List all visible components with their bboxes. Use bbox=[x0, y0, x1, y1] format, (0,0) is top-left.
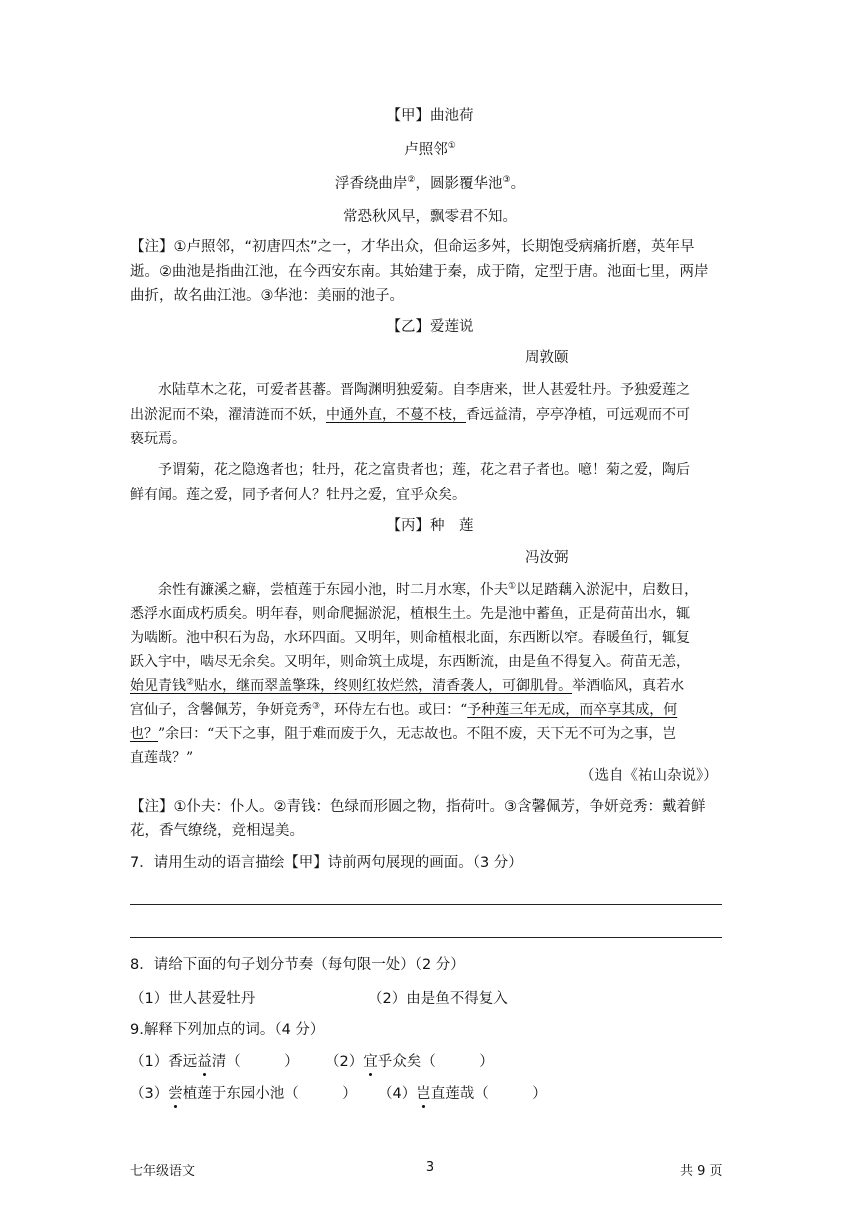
note-marker: ① bbox=[508, 581, 517, 592]
question-8-item-1: （1）世人甚爱牡丹 bbox=[130, 991, 256, 1007]
text: （2） bbox=[325, 1054, 364, 1070]
part-c-line-5 bbox=[130, 676, 684, 696]
part-a-title: 【甲】曲池荷 bbox=[386, 108, 474, 124]
part-b-p2-line-1: 予谓菊，花之隐逸者也；牡丹，花之富贵者也；莲，花之君子者也。噫！菊之爱，陶后 bbox=[158, 462, 690, 478]
underlined-sentence bbox=[130, 678, 572, 694]
part-c-source: （选自《祐山杂说》） bbox=[580, 768, 718, 784]
text: 余性有濂溪之癖，尝植莲于东园小池，时二月水寒，仆夫 bbox=[158, 582, 508, 598]
question-9-item-1 bbox=[130, 1052, 299, 1072]
text: 直莲哉（ ） bbox=[430, 1086, 547, 1102]
part-c-line-3: 为啮断。池中积石为岛，水环四面。又明年，则命植根北面，东西断以窄。春暖鱼行，辄复 bbox=[130, 630, 690, 646]
part-a-poem-line-1 bbox=[0, 174, 860, 194]
part-b-p1-line-3: 亵玩焉。 bbox=[130, 431, 186, 447]
footer-page-number: 3 bbox=[425, 1160, 435, 1175]
text: （3） bbox=[130, 1086, 169, 1102]
part-a-note-line-3: 曲折，故名曲江池。③华池：美丽的池子。 bbox=[130, 288, 404, 304]
note-marker: ③ bbox=[312, 701, 321, 712]
dotted-word: 尝 bbox=[168, 1086, 183, 1102]
note-marker: ② bbox=[186, 677, 195, 688]
footer-total-pages: 共 9 页 bbox=[680, 1164, 723, 1179]
part-b-author: 周敦颐 bbox=[525, 350, 569, 366]
question-9: 9.解释下列加点的词。（4 分） bbox=[130, 1022, 325, 1038]
text: 香远益清，亭亭净植，可远观而不可 bbox=[466, 407, 690, 423]
question-9-item-3 bbox=[130, 1084, 357, 1104]
part-c-author: 冯汝弼 bbox=[525, 550, 569, 566]
poem-text: 。 bbox=[510, 176, 526, 192]
part-a-author-note: ① bbox=[447, 141, 456, 152]
question-9-item-4 bbox=[378, 1084, 547, 1104]
part-c-line-2: 悉浮水面成朽质矣。明年春，则命爬掘淤泥，植根生土。先是池中蓄鱼，正是荷苗出水，辄 bbox=[130, 606, 690, 622]
poem-note-marker: ③ bbox=[502, 175, 511, 186]
text: 出淤泥而不染，濯清涟而不妖， bbox=[130, 407, 326, 423]
part-c-line-8: 直莲哉？” bbox=[130, 750, 194, 766]
underlined-sentence: 予种莲三年无成，而卒享其成，何 bbox=[467, 702, 678, 718]
poem-note-marker: ② bbox=[407, 175, 416, 186]
question-7: 7．请用生动的语言描绘【甲】诗前两句展现的画面。（3 分） bbox=[130, 855, 523, 871]
dotted-word: 岂 bbox=[416, 1086, 431, 1102]
part-a-author-name: 卢照邻 bbox=[404, 142, 448, 158]
question-8-item-2: （2）由是鱼不得复入 bbox=[368, 991, 508, 1007]
part-c-line-6 bbox=[130, 700, 677, 720]
text: 举酒临风，真若水 bbox=[572, 678, 685, 694]
underlined-sentence: 中通外直，不蔓不枝， bbox=[326, 407, 466, 423]
answer-line-2[interactable] bbox=[130, 937, 722, 938]
text: 以足踏藕入淤泥中，启数日， bbox=[516, 582, 699, 598]
text: ”余曰：“天下之事，阻于难而废于久，无志故也。不阻不废，天下无不可为之事，岂 bbox=[158, 726, 677, 742]
footer-subject: 七年级语文 bbox=[130, 1164, 196, 1179]
text: 始见青钱 bbox=[130, 678, 186, 694]
part-a-author bbox=[0, 140, 860, 160]
text: 贴水，继而翠盖擎珠，终则红妆烂然，清香袭人，可御肌骨。 bbox=[194, 678, 573, 694]
poem-text: 浮香绕曲岸 bbox=[334, 176, 408, 192]
text: ，环侍左右也。或曰：“ bbox=[320, 702, 468, 718]
part-c-note-line-1: 【注】①仆夫：仆人。②青钱：色绿而形圆之物，指荷叶。③含馨佩芳，争妍竞秀：戴着鲜 bbox=[130, 799, 706, 815]
poem-text: ，圆影覆华池 bbox=[415, 176, 503, 192]
text: （4） bbox=[378, 1086, 417, 1102]
part-a-note-line-1: 【注】①卢照邻，“初唐四杰”之一，才华出众，但命运多舛，长期饱受病痛折磨，英年早 bbox=[130, 239, 695, 255]
part-b-p1-line-1: 水陆草木之花，可爱者甚蕃。晋陶渊明独爱菊。自李唐来，世人甚爱牡丹。予独爱莲之 bbox=[158, 382, 690, 398]
part-c-line-4: 跃入宇中，啮尽无余矣。又明年，则命筑土成堤，东西断流，由是鱼不得复入。荷苗无恙， bbox=[130, 654, 690, 670]
part-c-line-1 bbox=[158, 580, 698, 600]
part-b-p1-line-2 bbox=[130, 405, 690, 425]
part-a-poem-line-2: 常恐秋风早，飘零君不知。 bbox=[343, 209, 517, 225]
question-9-item-2 bbox=[325, 1052, 494, 1072]
underlined-sentence: 也？ bbox=[130, 726, 158, 742]
part-c-title: 【丙】种 莲 bbox=[386, 518, 474, 534]
part-c-line-7 bbox=[130, 724, 676, 744]
text: （1）香远 bbox=[130, 1054, 198, 1070]
text: 植莲于东园小池（ ） bbox=[182, 1086, 357, 1102]
answer-line-1[interactable] bbox=[130, 904, 722, 905]
part-a-note-line-2: 逝。②曲池是指曲江池，在今西安东南。其始建于秦，成于隋，定型于唐。池面七里，两岸 bbox=[130, 264, 709, 280]
part-b-p2-line-2: 鲜有闻。莲之爱，同予者何人？牡丹之爱，宜乎众矣。 bbox=[130, 487, 466, 503]
text: 清（ ） bbox=[211, 1054, 299, 1070]
text: 宫仙子，含馨佩芳，争妍竞秀 bbox=[130, 702, 312, 718]
text: 乎众矣（ ） bbox=[377, 1054, 494, 1070]
part-c-note-line-2: 花，香气缭绕，竞相逞美。 bbox=[130, 823, 304, 839]
part-b-title: 【乙】爱莲说 bbox=[386, 319, 474, 335]
dotted-word: 益 bbox=[197, 1054, 212, 1070]
dotted-word: 宜 bbox=[363, 1054, 378, 1070]
question-8: 8．请给下面的句子划分节奏（每句限一处）（2 分） bbox=[130, 957, 465, 973]
